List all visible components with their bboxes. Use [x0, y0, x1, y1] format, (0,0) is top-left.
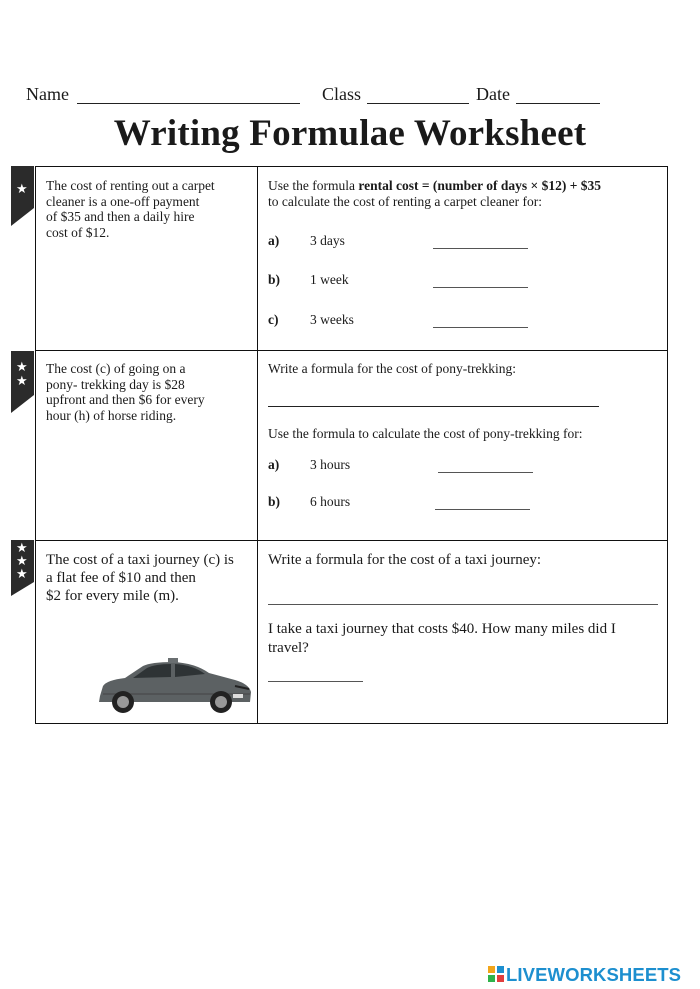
header-row: [0, 84, 700, 110]
formula: rental cost = (number of days × $12) + $35: [358, 178, 602, 193]
formula-answer-line[interactable]: [268, 604, 658, 605]
problem-2-instruction-2: Use the formula to calculate the cost of pony-trekking for:: [268, 426, 583, 441]
star-icon: ★: [16, 360, 28, 375]
star-icon: ★: [16, 554, 28, 569]
taxi-car-image: [95, 656, 255, 723]
answer-blank[interactable]: [438, 472, 533, 473]
row-divider: [36, 540, 667, 541]
answer-blank[interactable]: [433, 287, 528, 288]
star-icon: ★: [16, 567, 28, 582]
answer-blank[interactable]: [433, 327, 528, 328]
problem-2-text: The cost (c) of going on a pony- trekking day is $28 upfront and then $6 for every hour (h) of horse riding.: [46, 361, 205, 423]
liveworksheets-icon: [488, 966, 504, 982]
date-label: Date: [476, 84, 510, 104]
problem-3-instruction: Write a formula for the cost of a taxi journey:: [268, 552, 542, 568]
row-divider: [36, 350, 667, 351]
star-icon: ★: [16, 541, 28, 556]
problem-2-instruction: Write a formula for the cost of pony-trekking:: [268, 361, 517, 376]
date-field[interactable]: [516, 103, 600, 104]
star-icon: ★: [16, 374, 28, 389]
difficulty-ribbon-3-star: [11, 540, 34, 596]
page-title: Writing Formulae Worksheet: [113, 113, 587, 154]
class-field[interactable]: [367, 103, 469, 104]
class-label: Class: [322, 84, 362, 104]
problem-1-instruction: Use the formula rental cost = (number of days × $12) + $35 to calculate the cost of renting a carpet cleaner for:: [268, 178, 602, 209]
star-icon: ★: [16, 182, 28, 197]
answer-blank[interactable]: [435, 509, 530, 510]
problem-3-text: The cost of a taxi journey (c) is a flat fee of $10 and then $2 for every mile (m).: [46, 552, 234, 604]
formula-answer-line[interactable]: [268, 406, 599, 407]
problem-3-question: I take a taxi journey that costs $40. How many miles did I travel?: [268, 621, 616, 656]
problem-1-text: The cost of renting out a carpet cleaner is a one-off payment of $35 and then a daily hire cost of $12.: [46, 178, 215, 240]
column-divider: [257, 167, 258, 723]
name-field[interactable]: [77, 103, 300, 104]
answer-blank[interactable]: [268, 681, 363, 682]
difficulty-ribbon-2-star: [11, 351, 34, 413]
answer-blank[interactable]: [433, 248, 528, 249]
name-label: Name: [26, 84, 69, 104]
difficulty-ribbon-1-star: [11, 166, 34, 226]
